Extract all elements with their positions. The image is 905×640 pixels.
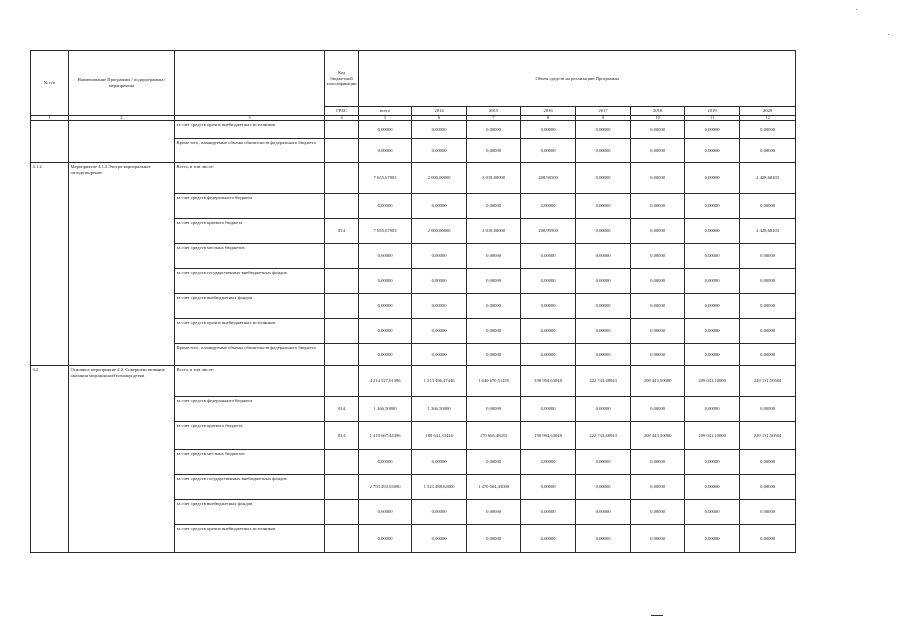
funding-source: за счет средств государственных внебюджетных фондов xyxy=(175,269,325,294)
amount-cell: 0,00000 xyxy=(685,219,740,244)
amount-cell: 0,00000 xyxy=(412,139,467,163)
amount-cell: 0,00000 xyxy=(631,121,685,139)
amount-cell: 0,00000 xyxy=(685,475,740,500)
amount-cell: 0,00000 xyxy=(740,294,796,319)
column-index-5: 5 xyxy=(359,116,412,121)
table-row xyxy=(31,163,796,194)
amount-cell: 0,00000 xyxy=(467,500,521,525)
grbs-code xyxy=(325,525,359,553)
amount-cell: 0,00000 xyxy=(521,294,576,319)
amount-cell: 209 041,10000 xyxy=(685,366,740,397)
item-name: Основное мероприятие 4.2. Совершенствование оказания медицинской помощи детям xyxy=(69,366,175,553)
amount-cell: 0,00000 xyxy=(631,525,685,553)
funding-source: за счет средств внебюджетных фондов xyxy=(175,294,325,319)
amount-cell: 0,00000 xyxy=(631,475,685,500)
grbs-code xyxy=(325,344,359,366)
item-number: 4.2. xyxy=(31,366,69,553)
amount-cell: 0,00000 xyxy=(740,450,796,475)
budget-table xyxy=(30,50,796,553)
column-index-1: 1 xyxy=(31,116,69,121)
amount-cell: 0,00000 xyxy=(521,244,576,269)
amount-cell: 0,00000 xyxy=(359,244,412,269)
amount-cell: 0,00000 xyxy=(467,525,521,553)
column-index-3: 3 xyxy=(175,116,325,121)
amount-cell: 0,00000 xyxy=(631,219,685,244)
amount-cell: 0,00000 xyxy=(359,344,412,366)
funding-source: за счет средств прочих внебюджетных источников xyxy=(175,319,325,344)
amount-cell: 0,00000 xyxy=(631,500,685,525)
header-blank xyxy=(175,51,325,116)
amount-cell: 0,00000 xyxy=(359,194,412,219)
column-index-2: 2 xyxy=(69,116,175,121)
amount-cell: 0,00000 xyxy=(521,139,576,163)
amount-cell: 3 018,00000 xyxy=(467,163,521,194)
amount-cell: 0,00000 xyxy=(631,344,685,366)
funding-source: за счет средств федерального бюджета xyxy=(175,194,325,219)
grbs-code xyxy=(325,500,359,525)
scan-speck xyxy=(888,34,889,35)
grbs-code xyxy=(325,163,359,194)
amount-cell: 7 655,67903 xyxy=(359,219,412,244)
amount-cell: 2 000,00000 xyxy=(412,163,467,194)
header-number: № п/п xyxy=(31,51,69,116)
amount-cell: 190 994,63048 xyxy=(521,422,576,450)
amount-cell: 0,00000 xyxy=(685,294,740,319)
amount-cell: 0,00000 xyxy=(631,194,685,219)
column-index-10: 10 xyxy=(631,116,685,121)
amount-cell: 0,00000 xyxy=(576,163,631,194)
header-year-1: 2014 xyxy=(412,107,467,116)
header-year-2: 2015 xyxy=(467,107,521,116)
amount-cell: 0,00000 xyxy=(685,344,740,366)
amount-cell: 0,00000 xyxy=(412,450,467,475)
grbs-code: 814 xyxy=(325,397,359,422)
amount-cell: 0,00000 xyxy=(359,139,412,163)
amount-cell: 188 641,33446 xyxy=(412,422,467,450)
amount-cell: 0,00000 xyxy=(467,294,521,319)
amount-cell: 0,00000 xyxy=(740,319,796,344)
column-index-4: 4 xyxy=(325,116,359,121)
funding-source: за счет средств государственных внебюджетных фондов xyxy=(175,475,325,500)
amount-cell: 1 323 488,64000 xyxy=(412,475,467,500)
grbs-code xyxy=(325,194,359,219)
amount-cell: 0,00000 xyxy=(521,525,576,553)
amount-cell: 229 131,50504 xyxy=(740,422,796,450)
grbs-code xyxy=(325,294,359,319)
amount-cell: 0,00000 xyxy=(685,121,740,139)
amount-cell: 0,00000 xyxy=(521,319,576,344)
grbs-code xyxy=(325,366,359,397)
table-row xyxy=(31,366,796,397)
funding-source: за счет средств краевого бюджета xyxy=(175,219,325,244)
grbs-code xyxy=(325,269,359,294)
funding-source: за счет средств федерального бюджета xyxy=(175,397,325,422)
item-number xyxy=(31,121,69,163)
amount-cell: 0,00000 xyxy=(740,500,796,525)
amount-cell: 0,00000 xyxy=(467,397,521,422)
amount-cell: 0,00000 xyxy=(631,294,685,319)
amount-cell: 0,00000 xyxy=(467,121,521,139)
amount-cell: 222 743,48943 xyxy=(576,366,631,397)
amount-cell: 0,00000 xyxy=(685,194,740,219)
amount-cell: 0,00000 xyxy=(740,344,796,366)
funding-source: Всего, в том числе: xyxy=(175,163,325,194)
amount-cell: 0,00000 xyxy=(521,475,576,500)
grbs-code: 814 xyxy=(325,422,359,450)
column-index-11: 11 xyxy=(685,116,740,121)
amount-cell: 0,00000 xyxy=(576,269,631,294)
amount-cell: 0,00000 xyxy=(685,269,740,294)
amount-cell: 0,00000 xyxy=(521,500,576,525)
header-year-6: 2019 xyxy=(685,107,740,116)
header-year-0: всего xyxy=(359,107,412,116)
amount-cell: 0,00000 xyxy=(467,450,521,475)
amount-cell: 0,00000 xyxy=(576,194,631,219)
amount-cell: 208,99500 xyxy=(521,163,576,194)
column-index-8: 8 xyxy=(521,116,576,121)
scan-mark xyxy=(651,615,663,616)
amount-cell: 1 266,50000 xyxy=(412,397,467,422)
column-index-12: 12 xyxy=(740,116,796,121)
amount-cell: 0,00000 xyxy=(576,500,631,525)
amount-cell: 0,00000 xyxy=(685,139,740,163)
amount-cell: 1 419 667,44396 xyxy=(359,422,412,450)
amount-cell: 0,00000 xyxy=(412,319,467,344)
header-name: Наименование Программы / подпрограммы / мероприятия xyxy=(69,51,175,116)
item-number: 4.1.2. xyxy=(31,163,69,366)
amount-cell: 0,00000 xyxy=(576,294,631,319)
amount-cell: 0,00000 xyxy=(359,294,412,319)
amount-cell: 0,00000 xyxy=(740,397,796,422)
amount-cell: 0,00000 xyxy=(467,244,521,269)
amount-cell: 0,00000 xyxy=(521,344,576,366)
grbs-code xyxy=(325,319,359,344)
amount-cell: 0,00000 xyxy=(685,450,740,475)
amount-cell: 0,00000 xyxy=(685,244,740,269)
amount-cell: 0,00000 xyxy=(467,344,521,366)
amount-cell: 0,00000 xyxy=(412,500,467,525)
item-name: Мероприятие 4.1.2.Экстра-корпоральное оплодотворение xyxy=(69,163,175,366)
amount-cell: 0,00000 xyxy=(576,475,631,500)
amount-cell: 208 443,50000 xyxy=(631,422,685,450)
amount-cell: 0,00000 xyxy=(576,525,631,553)
amount-cell: 0,00000 xyxy=(576,319,631,344)
amount-cell: 0,00000 xyxy=(521,269,576,294)
amount-cell: 0,00000 xyxy=(631,450,685,475)
amount-cell: 190 994,63048 xyxy=(521,366,576,397)
funding-source: за счет средств прочих внебюджетных источников xyxy=(175,525,325,553)
scan-speck xyxy=(856,9,857,10)
amount-cell: 0,00000 xyxy=(359,450,412,475)
amount-cell: 2 428,68403 xyxy=(740,219,796,244)
amount-cell: 0,00000 xyxy=(631,319,685,344)
amount-cell: 0,00000 xyxy=(740,194,796,219)
amount-cell: 2 000,00000 xyxy=(412,219,467,244)
funding-source: Кроме того, планируемые объемы обязательств федерального бюджета xyxy=(175,344,325,366)
funding-source: Всего, в том числе: xyxy=(175,366,325,397)
amount-cell: 208,99500 xyxy=(521,219,576,244)
amount-cell: 0,00000 xyxy=(740,475,796,500)
amount-cell: 170 666,48455 xyxy=(467,422,521,450)
grbs-code xyxy=(325,450,359,475)
amount-cell: 229 131,50504 xyxy=(740,366,796,397)
amount-cell: 0,00000 xyxy=(521,194,576,219)
funding-source: за счет средств краевого бюджета xyxy=(175,422,325,450)
column-index-7: 7 xyxy=(467,116,521,121)
amount-cell: 0,00000 xyxy=(685,397,740,422)
amount-cell: 0,00000 xyxy=(359,500,412,525)
amount-cell: 0,00000 xyxy=(359,121,412,139)
header-year-7: 2020 xyxy=(740,107,796,116)
amount-cell: 0,00000 xyxy=(631,244,685,269)
header-volume: Объем средств на реализацию Программы xyxy=(359,51,796,107)
amount-cell: 0,00000 xyxy=(576,121,631,139)
column-index-6: 6 xyxy=(412,116,467,121)
header-code: Код бюджетной классификации xyxy=(325,51,359,107)
amount-cell: 0,00000 xyxy=(576,219,631,244)
amount-cell: 208 443,50000 xyxy=(631,366,685,397)
amount-cell: 1 470 004,43000 xyxy=(467,475,521,500)
grbs-code xyxy=(325,244,359,269)
amount-cell: 0,00000 xyxy=(685,319,740,344)
amount-cell: 0,00000 xyxy=(685,500,740,525)
amount-cell: 0,00000 xyxy=(359,269,412,294)
amount-cell: 0,00000 xyxy=(467,269,521,294)
amount-cell: 2 428,68403 xyxy=(740,163,796,194)
grbs-code: 814 xyxy=(325,219,359,244)
amount-cell: 0,00000 xyxy=(740,139,796,163)
grbs-code xyxy=(325,121,359,139)
amount-cell: 0,00000 xyxy=(631,269,685,294)
amount-cell: 7 655,67903 xyxy=(359,163,412,194)
table-row xyxy=(31,121,796,139)
amount-cell: 0,00000 xyxy=(740,525,796,553)
amount-cell: 0,00000 xyxy=(359,319,412,344)
amount-cell: 0,00000 xyxy=(521,450,576,475)
amount-cell: 2 793 493,03000 xyxy=(359,475,412,500)
amount-cell: 0,00000 xyxy=(467,194,521,219)
amount-cell: 0,00000 xyxy=(412,194,467,219)
amount-cell: 0,00000 xyxy=(740,244,796,269)
funding-source: за счет средств местных бюджетов xyxy=(175,450,325,475)
funding-source: за счет средств местных бюджетов xyxy=(175,244,325,269)
amount-cell: 0,00000 xyxy=(576,397,631,422)
amount-cell: 0,00000 xyxy=(631,397,685,422)
amount-cell: 0,00000 xyxy=(467,319,521,344)
amount-cell: 0,00000 xyxy=(740,269,796,294)
amount-cell: 0,00000 xyxy=(359,525,412,553)
funding-source: за счет средств прочих внебюджетных источников xyxy=(175,121,325,139)
amount-cell: 4 214 527,01396 xyxy=(359,366,412,397)
header-grbs: ГРБС xyxy=(325,107,359,116)
header-year-3: 2016 xyxy=(521,107,576,116)
header-year-5: 2018 xyxy=(631,107,685,116)
amount-cell: 0,00000 xyxy=(740,121,796,139)
amount-cell: 0,00000 xyxy=(467,139,521,163)
amount-cell: 0,00000 xyxy=(576,344,631,366)
funding-source: Кроме того, планируемые объемы обязательств федерального бюджета xyxy=(175,139,325,163)
amount-cell: 0,00000 xyxy=(576,139,631,163)
grbs-code xyxy=(325,139,359,163)
amount-cell: 1 513 496,47446 xyxy=(412,366,467,397)
amount-cell: 0,00000 xyxy=(412,525,467,553)
amount-cell: 0,00000 xyxy=(412,294,467,319)
amount-cell: 0,00000 xyxy=(521,397,576,422)
amount-cell: 0,00000 xyxy=(521,121,576,139)
amount-cell: 0,00000 xyxy=(412,121,467,139)
grbs-code xyxy=(325,475,359,500)
column-index-9: 9 xyxy=(576,116,631,121)
funding-source: за счет средств внебюджетных фондов xyxy=(175,500,325,525)
amount-cell: 0,00000 xyxy=(685,163,740,194)
amount-cell: 0,00000 xyxy=(412,269,467,294)
amount-cell: 0,00000 xyxy=(685,525,740,553)
amount-cell: 0,00000 xyxy=(576,450,631,475)
amount-cell: 3 018,00000 xyxy=(467,219,521,244)
amount-cell: 0,00000 xyxy=(412,344,467,366)
amount-cell: 0,00000 xyxy=(412,244,467,269)
item-name xyxy=(69,121,175,163)
amount-cell: 0,00000 xyxy=(576,244,631,269)
amount-cell: 222 743,48943 xyxy=(576,422,631,450)
amount-cell: 0,00000 xyxy=(631,139,685,163)
amount-cell: 1 266,50000 xyxy=(359,397,412,422)
amount-cell: 1 640 670,51455 xyxy=(467,366,521,397)
amount-cell: 0,00000 xyxy=(631,163,685,194)
amount-cell: 209 041,10000 xyxy=(685,422,740,450)
header-year-4: 2017 xyxy=(576,107,631,116)
